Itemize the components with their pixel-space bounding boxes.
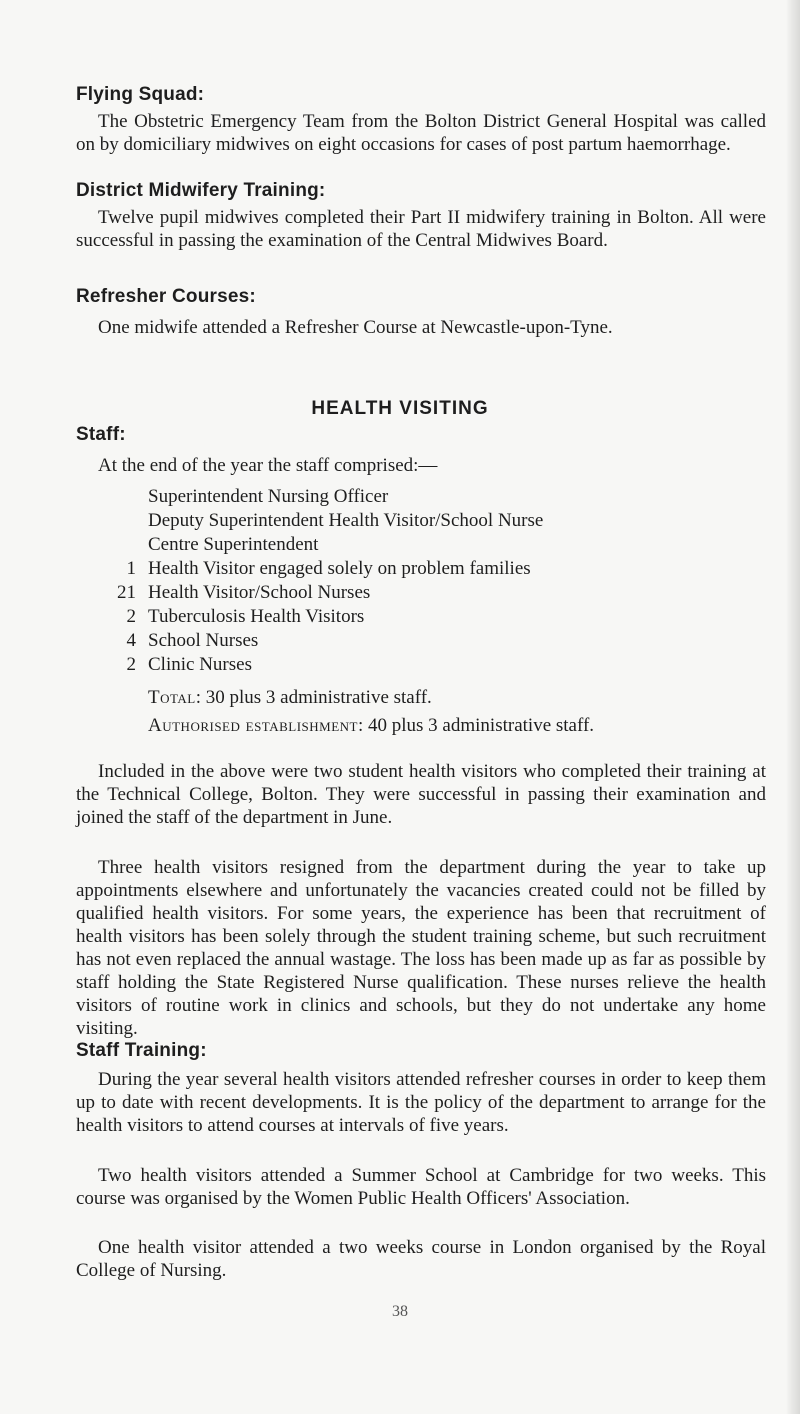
staff-role: Superintendent Nursing Officer: [148, 486, 389, 507]
staff-count: 2: [126, 654, 136, 675]
staff-training-paragraph-3: One health visitor attended a two weeks course in London organised by the Royal College of Nursing.: [76, 1237, 766, 1281]
student-visitors-paragraph: Included in the above were two student health visitors who completed their training at the Technical College, Bolton. They were successful in passing their examination and joined the staff of the department in June.: [76, 761, 766, 828]
authorised-value: : 40 plus 3 administrative staff.: [357, 715, 595, 736]
resignations-paragraph: Three health visitors resigned from the department during the year to take up appointments elsewhere and unfortunately the vacancies created could not be filled by qualified health visitors. For some years, the experience has been that recruitment of health visitors has been solely through the student training scheme, but such recruitment has not even replaced the annual wastage. The loss has been made up as far as possible by staff holding the State Registered Nurse qualification. These nurses relieve the health visitors of routine work in clinics and schools, but they do not undertake any home visiting.: [76, 857, 766, 1039]
staff-role: Health Visitor engaged solely on problem families: [148, 558, 531, 579]
staff-intro: At the end of the year the staff comprised:—: [98, 455, 438, 476]
staff-role: School Nurses: [148, 630, 259, 651]
staff-total: [148, 686, 432, 709]
staff-training-paragraph-2: Two health visitors attended a Summer School at Cambridge for two weeks. This course was organised by the Women Public Health Officers' Association.: [76, 1165, 766, 1209]
staff-role: Tuberculosis Health Visitors: [148, 606, 365, 627]
staff-count: 2: [126, 606, 136, 627]
district-training-heading: District Midwifery Training:: [76, 180, 326, 201]
refresher-heading: Refresher Courses:: [76, 286, 256, 307]
staff-count: 21: [117, 582, 136, 603]
flying-squad-heading: Flying Squad:: [76, 84, 205, 105]
authorised-establishment: [148, 714, 594, 737]
staff-role: Health Visitor/School Nurses: [148, 582, 371, 603]
staff-heading: Staff:: [76, 424, 126, 445]
staff-count: 4: [126, 630, 136, 651]
page-edge-shadow: [786, 0, 800, 1414]
flying-squad-text: The Obstetric Emergency Team from the Bolton District General Hospital was called on by domiciliary midwives on eight occasions for cases of post partum haemorrhage.: [76, 111, 766, 155]
health-visiting-title: HEALTH VISITING: [311, 398, 489, 419]
total-value: : 30 plus 3 administrative staff.: [195, 687, 432, 708]
total-label: Total: [148, 687, 196, 708]
authorised-label: Authorised establishment: [148, 715, 358, 736]
staff-role: Centre Superintendent: [148, 534, 319, 555]
staff-role: Deputy Superintendent Health Visitor/School Nurse: [148, 510, 544, 531]
staff-role: Clinic Nurses: [148, 654, 252, 675]
staff-training-paragraph-1: During the year several health visitors attended refresher courses in order to keep them up to date with recent developments. It is the policy of the department to arrange for the health visitors to attend courses at intervals of five years.: [76, 1069, 766, 1136]
page-number: 38: [392, 1303, 408, 1320]
staff-count: 1: [126, 558, 136, 579]
staff-training-heading: Staff Training:: [76, 1040, 207, 1061]
refresher-text: One midwife attended a Refresher Course at Newcastle-upon-Tyne.: [98, 317, 613, 338]
district-training-text: Twelve pupil midwives completed their Part II midwifery training in Bolton. All were successful in passing the examination of the Central Midwives Board.: [76, 207, 766, 251]
